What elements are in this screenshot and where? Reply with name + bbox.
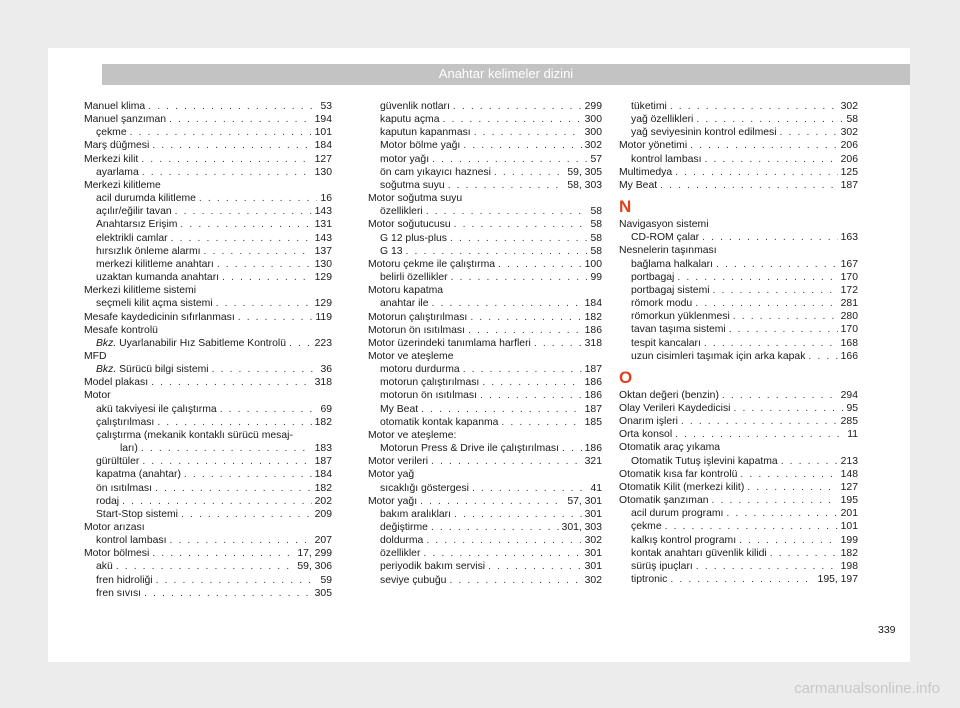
index-subentry: CD-ROM çalar . . . 163: [619, 231, 858, 244]
index-subentry: sürüş ipuçları . . . 198: [619, 560, 858, 573]
index-subentry: kaputu açma . . . 300: [368, 113, 602, 126]
index-subentry: tespit kancaları . . . 168: [619, 337, 858, 350]
index-entry: Model plakası . . . 318: [84, 376, 332, 389]
index-subentry: uzun cisimleri taşımak için arka kapak . . . 166: [619, 350, 858, 363]
index-subentry: kalkış kontrol programı . . . 199: [619, 534, 858, 547]
index-subentry: yağ seviyesinin kontrol edilmesi . . . 302: [619, 126, 858, 139]
index-subentry: Start-Stop sistemi . . . 209: [84, 508, 332, 521]
index-subentry: gürültüler . . . 187: [84, 455, 332, 468]
index-subentry: kontrol lambası . . . 206: [619, 153, 858, 166]
index-subentry: My Beat . . . 187: [368, 403, 602, 416]
index-heading: Motor ve ateşleme:: [368, 429, 457, 441]
index-entry: Mesafe kaydedicinin sıfırlanması . . . 119: [84, 311, 332, 324]
index-column-1: [84, 100, 332, 600]
index-subentry: acil durum programı . . . 201: [619, 507, 858, 520]
index-entry: Oktan değeri (benzin) . . . 294: [619, 389, 858, 402]
index-entry: Motor bölmesi . . . 17, 299: [84, 547, 332, 560]
index-subentry: römorkun yüklenmesi . . . 280: [619, 310, 858, 323]
index-subentry: uzaktan kumanda anahtarı . . . 129: [84, 271, 332, 284]
index-entry: Olay Verileri Kaydedicisi . . . 95: [619, 402, 858, 415]
index-entry: Motor verileri . . . 321: [368, 455, 602, 468]
index-subentry: soğutma suyu . . . 58, 303: [368, 179, 602, 192]
index-subentry: seçmeli kilit açma sistemi . . . 129: [84, 297, 332, 310]
index-subentry: Motor bölme yağı . . . 302: [368, 139, 602, 152]
index-subentry: fren sıvısı . . . 305: [84, 587, 332, 600]
index-subentry: römork modu . . . 281: [619, 297, 858, 310]
index-heading: Motor: [84, 390, 111, 402]
index-subentry-continuation: ları) . . . 183: [84, 442, 332, 455]
index-entry: Motorun ön ısıtılması . . . 186: [368, 324, 602, 337]
index-entry: Otomatik şanzıman . . . 195: [619, 494, 858, 507]
index-subentry: seviye çubuğu . . . 302: [368, 574, 602, 587]
index-subentry: tüketimi . . . 302: [619, 100, 858, 113]
index-subentry: rodaj . . . 202: [84, 495, 332, 508]
index-entry: Multimedya . . . 125: [619, 166, 858, 179]
index-entry: Manuel klima . . . 53: [84, 100, 332, 113]
watermark: carmanualsonline.info: [794, 680, 940, 697]
index-entry: Motor yağı . . . 57, 301: [368, 495, 602, 508]
index-subentry: çekme . . . 101: [84, 126, 332, 139]
index-entry: Motor soğutucusu . . . 58: [368, 218, 602, 231]
index-entry: Orta konsol . . . 11: [619, 428, 858, 441]
index-subentry: Bkz. Sürücü bilgi sistemi . . . 36: [84, 363, 332, 376]
index-subentry: Bkz. Uyarlanabilir Hız Sabitleme Kontrolü . . . 223: [84, 337, 332, 350]
index-heading: MFD: [84, 350, 107, 362]
index-subentry: tiptronic . . . 195, 197: [619, 573, 858, 586]
index-subentry: motorun çalıştırılması . . . 186: [368, 376, 602, 389]
index-subentry: acil durumda kilitleme . . . 16: [84, 192, 332, 205]
index-subentry: çalıştırılması . . . 182: [84, 416, 332, 429]
index-entry: Motor yönetimi . . . 206: [619, 139, 858, 152]
index-subentry: merkezi kilitleme anahtarı . . . 130: [84, 258, 332, 271]
index-subentry: Anahtarsız Erişim . . . 131: [84, 218, 332, 231]
index-subentry: kontrol lambası . . . 207: [84, 534, 332, 547]
index-heading: Navigasyon sistemi: [619, 219, 709, 231]
index-subentry: ön cam yıkayıcı haznesi . . . 59, 305: [368, 166, 602, 179]
index-subentry: açılır/eğilir tavan . . . 143: [84, 205, 332, 218]
index-heading: Merkezi kilitleme sistemi: [84, 285, 197, 297]
index-heading: Motoru kapatma: [368, 285, 444, 297]
index-page: [48, 48, 910, 662]
index-subentry: elektrikli camlar . . . 143: [84, 232, 332, 245]
index-subentry: otomatik kontak kapanma . . . 185: [368, 416, 602, 429]
index-heading: Motor ve ateşleme: [368, 350, 454, 362]
index-subentry: bağlama halkaları . . . 167: [619, 258, 858, 271]
index-subentry: güvenlik notları . . . 299: [368, 100, 602, 113]
index-subentry: tavan taşıma sistemi . . . 170: [619, 323, 858, 336]
page-number: 339: [878, 624, 896, 636]
index-subentry: G 13 . . . 58: [368, 245, 602, 258]
index-heading: Otomatik araç yıkama: [619, 442, 721, 454]
index-subentry: değiştirme . . . 301, 303: [368, 521, 602, 534]
index-subentry: kaputun kapanması . . . 300: [368, 126, 602, 139]
index-subentry: özellikleri . . . 58: [368, 205, 602, 218]
index-subentry: motorun ön ısıtılması . . . 186: [368, 389, 602, 402]
index-subentry: motor yağı . . . 57: [368, 153, 602, 166]
section-letter-o: O: [619, 367, 633, 387]
index-column-3: [619, 100, 858, 586]
index-entry: My Beat . . . 187: [619, 179, 858, 192]
index-heading: Merkezi kilitleme: [84, 179, 161, 191]
index-subentry: Otomatik Tutuş işlevini kapatma . . . 213: [619, 455, 858, 468]
index-entry: Otomatik Kilit (merkezi kilit) . . . 127: [619, 481, 858, 494]
index-heading: Nesnelerin taşınması: [619, 245, 717, 257]
index-entry: Marş düğmesi . . . 184: [84, 139, 332, 152]
index-subentry: çekme . . . 101: [619, 520, 858, 533]
index-subentry: portbagaj . . . 170: [619, 271, 858, 284]
index-subentry: hırsızlık önleme alarmı . . . 137: [84, 245, 332, 258]
index-column-2: [368, 100, 602, 587]
index-entry: Motor üzerindeki tanımlama harfleri . . . 318: [368, 337, 602, 350]
index-entry: Onarım işleri . . . 285: [619, 415, 858, 428]
index-heading: Mesafe kontrolü: [84, 324, 158, 336]
index-subentry: fren hidroliği . . . 59: [84, 574, 332, 587]
section-letter-n: N: [619, 197, 632, 217]
index-entry: Motorun çalıştırılması . . . 182: [368, 311, 602, 324]
index-subentry: sıcaklığı göstergesi . . . 41: [368, 482, 602, 495]
index-subentry: kontak anahtarı güvenlik kilidi . . . 182: [619, 547, 858, 560]
index-subentry-wrapped: çalıştırma (mekanik kontaklı sürücü mesaj-: [96, 429, 293, 441]
index-heading: Motor yağ: [368, 469, 415, 481]
index-subentry: motoru durdurma . . . 187: [368, 363, 602, 376]
index-entry: Otomatik kısa far kontrolü . . . 148: [619, 468, 858, 481]
index-subentry: akü . . . 59, 306: [84, 560, 332, 573]
index-subentry: akü takviyesi ile çalıştırma . . . 69: [84, 403, 332, 416]
index-subentry: ayarlama . . . 130: [84, 166, 332, 179]
index-subentry: kapatma (anahtar) . . . 184: [84, 468, 332, 481]
index-subentry: bakım aralıkları . . . 301: [368, 508, 602, 521]
index-subentry: özellikler . . . 301: [368, 547, 602, 560]
index-entry: Manuel şanzıman . . . 194: [84, 113, 332, 126]
index-subentry: periyodik bakım servisi . . . 301: [368, 560, 602, 573]
index-heading: Motor arızası: [84, 522, 145, 533]
page-header-title: Anahtar kelimeler dizini: [102, 64, 910, 84]
index-subentry: portbagaj sistemi . . . 172: [619, 284, 858, 297]
index-entry: Motoru çekme ile çalıştırma . . . 100: [368, 258, 602, 271]
index-subentry: anahtar ile . . . 184: [368, 297, 602, 310]
index-heading: Motor soğutma suyu: [368, 193, 463, 205]
index-subentry: doldurma . . . 302: [368, 534, 602, 547]
index-subentry: Motorun Press & Drive ile çalıştırılması . . . 186: [368, 442, 602, 455]
header-divider: [102, 84, 910, 85]
index-subentry: belirli özellikler . . . 99: [368, 271, 602, 284]
index-subentry: ön ısıtılması . . . 182: [84, 482, 332, 495]
index-entry: Merkezi kilit . . . 127: [84, 153, 332, 166]
index-subentry: yağ özellikleri . . . 58: [619, 113, 858, 126]
index-subentry: G 12 plus-plus . . . 58: [368, 232, 602, 245]
